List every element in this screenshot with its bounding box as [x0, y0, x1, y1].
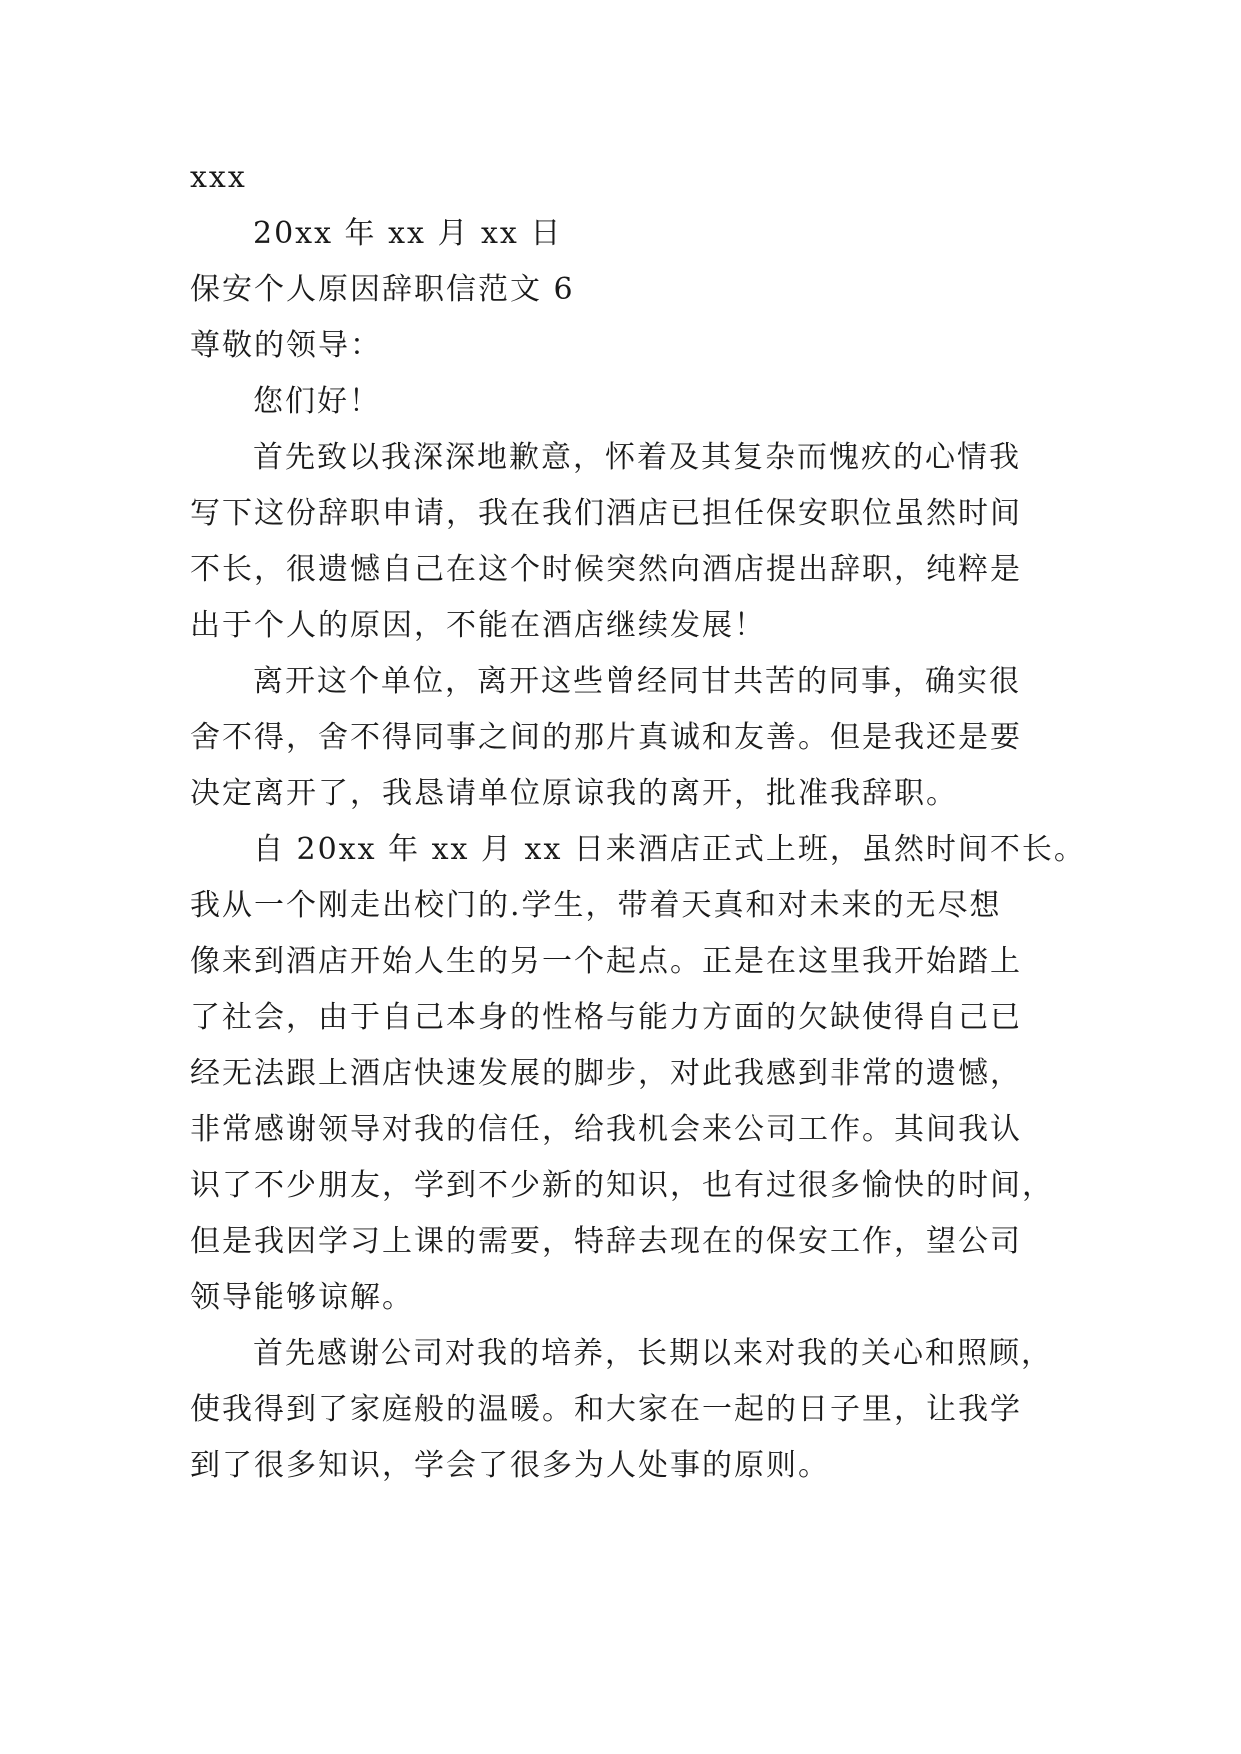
paragraph-4 — [190, 1326, 1053, 1494]
document-heading: 保安个人原因辞职信范文 6 — [190, 272, 575, 307]
paragraph-1 — [190, 430, 1050, 654]
paragraph-line: 到了很多知识，学会了很多为人处事的原则。 — [190, 1448, 830, 1483]
paragraph-line: 像来到酒店开始人生的另一个起点。正是在这里我开始踏上 — [190, 944, 1022, 979]
paragraph-line: 非常感谢领导对我的信任，给我机会来公司工作。其间我认 — [190, 1112, 1022, 1147]
paragraph-2 — [190, 654, 1050, 822]
paragraph-line: 不长，很遗憾自己在这个时候突然向酒店提出辞职，纯粹是 — [190, 552, 1022, 587]
paragraph-line: 我从一个刚走出校门的.学生，带着天真和对未来的无尽想 — [190, 888, 1002, 923]
paragraph-line: 自 20xx 年 xx 月 xx 日来酒店正式上班，虽然时间不长。 — [253, 832, 1086, 867]
paragraph-line: 经无法跟上酒店快速发展的脚步，对此我感到非常的遗憾， — [190, 1056, 1022, 1091]
paragraph-line: 了社会，由于自己本身的性格与能力方面的欠缺使得自己已 — [190, 1000, 1022, 1035]
letter-date: 20xx 年 xx 月 xx 日 — [253, 216, 563, 251]
paragraph-line: 领导能够谅解。 — [190, 1280, 414, 1315]
salutation: 尊敬的领导： — [190, 328, 382, 363]
paragraph-line: 出于个人的原因，不能在酒店继续发展！ — [190, 608, 766, 643]
paragraph-line: 舍不得，舍不得同事之间的那片真诚和友善。但是我还是要 — [190, 720, 1022, 755]
signature: xxx — [190, 160, 247, 195]
paragraph-line: 决定离开了，我恳请单位原谅我的离开，批准我辞职。 — [190, 776, 958, 811]
paragraph-line: 使我得到了家庭般的温暖。和大家在一起的日子里，让我学 — [190, 1392, 1022, 1427]
paragraph-line: 识了不少朋友，学到不少新的知识，也有过很多愉快的时间， — [190, 1168, 1054, 1203]
paragraph-line: 首先致以我深深地歉意，怀着及其复杂而愧疚的心情我 — [253, 440, 1021, 475]
paragraph-line: 写下这份辞职申请，我在我们酒店已担任保安职位虽然时间 — [190, 496, 1022, 531]
greeting: 您们好！ — [253, 384, 381, 419]
paragraph-line: 离开这个单位，离开这些曾经同甘共苦的同事，确实很 — [253, 664, 1021, 699]
paragraph-3 — [190, 822, 1086, 1326]
paragraph-line: 但是我因学习上课的需要，特辞去现在的保安工作，望公司 — [190, 1224, 1022, 1259]
paragraph-line: 首先感谢公司对我的培养，长期以来对我的关心和照顾， — [253, 1336, 1053, 1371]
document-body — [190, 150, 1086, 1494]
